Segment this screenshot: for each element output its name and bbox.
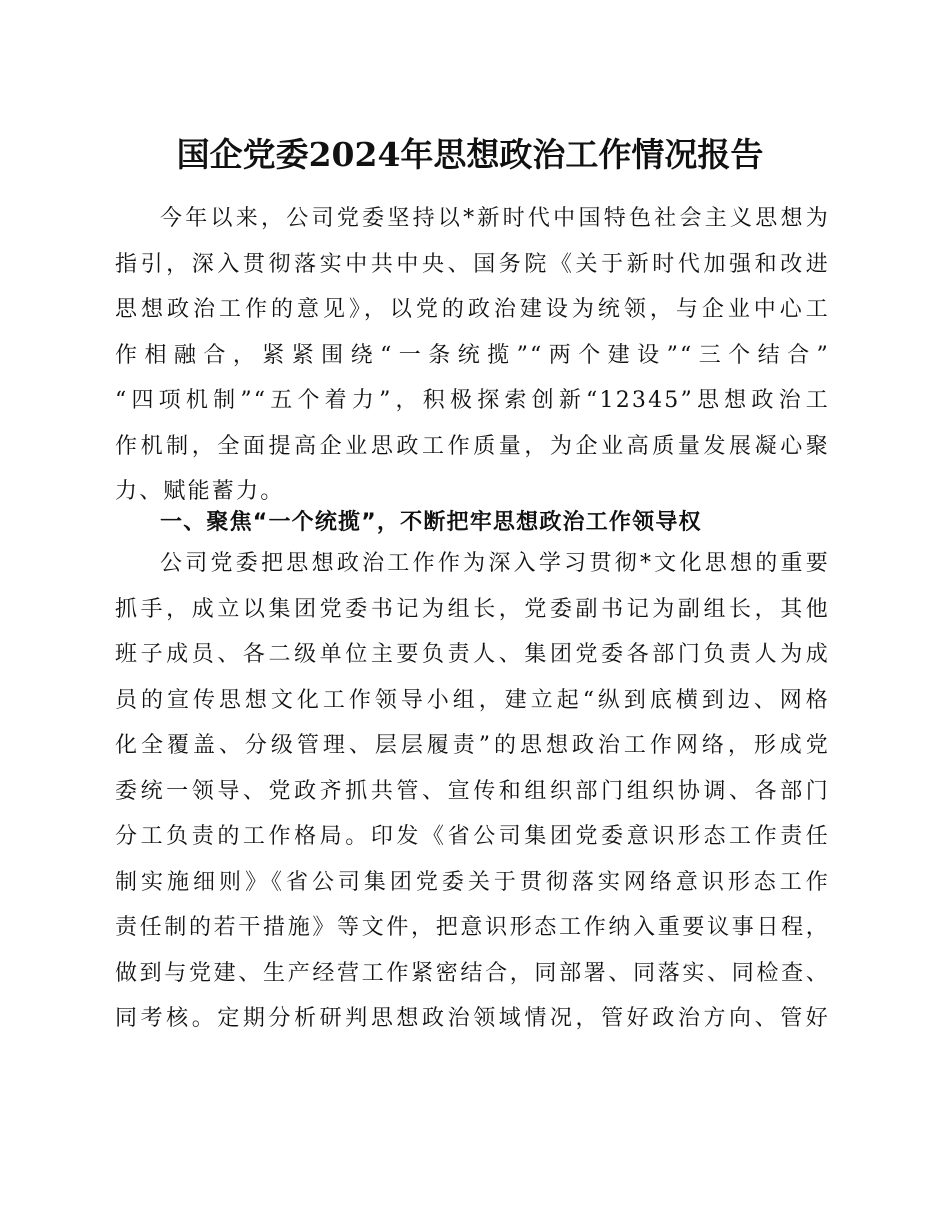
paragraph-line: 今年以来，公司党委坚持以*新时代中国特色社会主义思想为 — [160, 206, 830, 231]
paragraph-line: 班子成员、各二级单位主要负责人、集团党委各部门负责人为成 — [115, 642, 830, 667]
section-paragraph — [115, 541, 830, 1042]
paragraph-line: 同考核。定期分析研判思想政治领域情况，管好政治方向、管好 — [115, 1006, 830, 1031]
paragraph-line: 分工负责的工作格局。印发《省公司集团党委意识形态工作责任 — [115, 824, 830, 849]
paragraph-line: “四项机制”“五个着力”，积极探索创新“12345”思想政治工 — [115, 388, 830, 413]
paragraph-line: 作机制，全面提高企业思政工作质量，为企业高质量发展凝心聚 — [115, 433, 830, 459]
paragraph-line: 做到与党建、生产经营工作紧密结合，同部署、同落实、同检查、 — [115, 960, 830, 986]
section-heading: 一、聚焦“一个统揽”，不断把牢思想政治工作领导权 — [160, 510, 702, 535]
document-title: 国企党委2024年思想政治工作情况报告 — [176, 135, 764, 174]
paragraph-line: 员的宣传思想文化工作领导小组，建立起“纵到底横到边、网格 — [115, 687, 830, 713]
paragraph-line: 制实施细则》《省公司集团党委关于贯彻落实网络意识形态工作 — [115, 869, 830, 895]
paragraph-line: 指引，深入贯彻落实中共中央、国务院《关于新时代加强和改进 — [115, 251, 830, 277]
paragraph-line: 委统一领导、党政齐抓共管、宣传和组织部门组织协调、各部门 — [115, 778, 830, 804]
paragraph-line: 责任制的若干措施》等文件，把意识形态工作纳入重要议事日程， — [115, 915, 830, 940]
intro-paragraph — [115, 196, 830, 515]
paragraph-line: 力、赋能蓄力。 — [115, 479, 285, 504]
paragraph-line: 作相融合，紧紧围绕“一条统揽”“两个建设”“三个结合” — [115, 342, 830, 368]
paragraph-line: 抓手，成立以集团党委书记为组长，党委副书记为副组长，其他 — [115, 596, 830, 622]
paragraph-line: 公司党委把思想政治工作作为深入学习贯彻*文化思想的重要 — [160, 551, 830, 576]
paragraph-line: 化全覆盖、分级管理、层层履责”的思想政治工作网络，形成党 — [115, 733, 830, 758]
paragraph-line: 思想政治工作的意见》，以党的政治建设为统领，与企业中心工 — [115, 297, 830, 322]
